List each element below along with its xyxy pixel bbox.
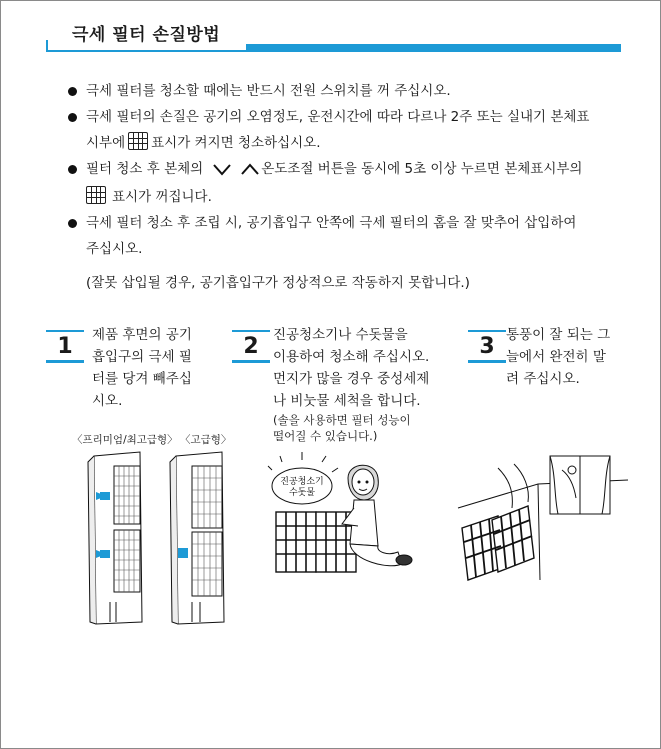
bullet-text: 주십시오. (86, 241, 143, 257)
page-title: 극세 필터 손질방법 (72, 25, 221, 45)
step-description (273, 324, 453, 444)
step-line: 이용하여 청소해 주십시오. (273, 349, 430, 365)
bubble-text: 수돗물 (288, 488, 316, 498)
bullet-text: 극세 필터 청소 후 조립 시, 공기흡입구 안쪽에 극세 필터의 홈을 잘 맞추어 삽입하여 (86, 215, 577, 231)
step-description (92, 324, 214, 412)
step-number-text: 1 (57, 334, 73, 359)
step-note: (솔을 사용하면 필터 성능이 (273, 413, 411, 427)
window (550, 456, 610, 514)
step-line: 진공청소기나 수돗물을 (273, 327, 408, 343)
step-note: 떨어질 수 있습니다.) (273, 429, 378, 443)
title-accent-bar (246, 44, 621, 52)
filter-indicator-icon (86, 186, 106, 204)
step-number (472, 334, 502, 359)
step-number (236, 334, 266, 359)
model-caption: 〈프리미엄/최고급형〉 (72, 434, 178, 446)
bullet-text: 표시가 켜지면 청소하십시오. (151, 135, 321, 151)
step-line: 제품 후면의 공기 (92, 327, 192, 343)
step-line: 흡입구의 극세 필 (92, 349, 192, 365)
girl-figure (342, 465, 412, 566)
bullet-text: 표시가 꺼집니다. (112, 189, 212, 205)
bullet-text-line1 (86, 156, 628, 184)
filter-indicator-icon (128, 132, 148, 150)
title-underline (46, 50, 246, 52)
bullet-text: 필터 청소 후 본체의 (86, 161, 204, 177)
aircon-rear-illustration (80, 452, 240, 627)
bubble-text: 진공청소기 (280, 477, 324, 487)
step-line: 나 비눗물 세척을 합니다. (273, 393, 421, 409)
bullet-item (68, 104, 628, 156)
chevron-down-icon (213, 158, 231, 184)
step-line: 통풍이 잘 되는 그 (506, 327, 611, 343)
step-line: 먼지가 많을 경우 중성세제 (273, 371, 430, 387)
bullet-text: 온도조절 버튼을 동시에 5초 이상 누르면 본체표시부의 (261, 161, 583, 177)
step-description (506, 324, 624, 390)
step-number-text: 2 (243, 334, 259, 359)
step-line: 시오. (92, 393, 123, 409)
bullet-text-line2 (86, 130, 628, 156)
model-caption: 〈고급형〉 (180, 434, 232, 446)
bullet-text: 극세 필터의 손질은 공기의 오염정도, 운전시간에 따라 다르나 2주 또는 실내기 본체표 (86, 109, 590, 125)
step-line: 터를 당겨 빼주십 (92, 371, 192, 387)
instruction-list (68, 78, 628, 296)
bullet-text: 시부에 (86, 135, 126, 151)
bullet-item (68, 156, 628, 210)
step-number-text: 3 (479, 334, 495, 359)
bullet-text: 극세 필터를 청소할 때에는 반드시 전원 스위치를 꺼 주십시오. (86, 83, 451, 99)
bullet-text-line2 (86, 184, 628, 210)
bullet-item (68, 210, 628, 262)
bullet-item (68, 78, 628, 104)
step-line: 늘에서 완전히 말 (506, 349, 606, 365)
chevron-up-icon (241, 158, 259, 184)
drying-filter-illustration (458, 450, 628, 585)
cleaning-filter-illustration (268, 448, 418, 583)
step-number (50, 334, 80, 359)
warning-note: (잘못 삽입될 경우, 공기흡입구가 정상적으로 작동하지 못합니다.) (86, 275, 470, 291)
step-line: 려 주십시오. (506, 371, 580, 387)
